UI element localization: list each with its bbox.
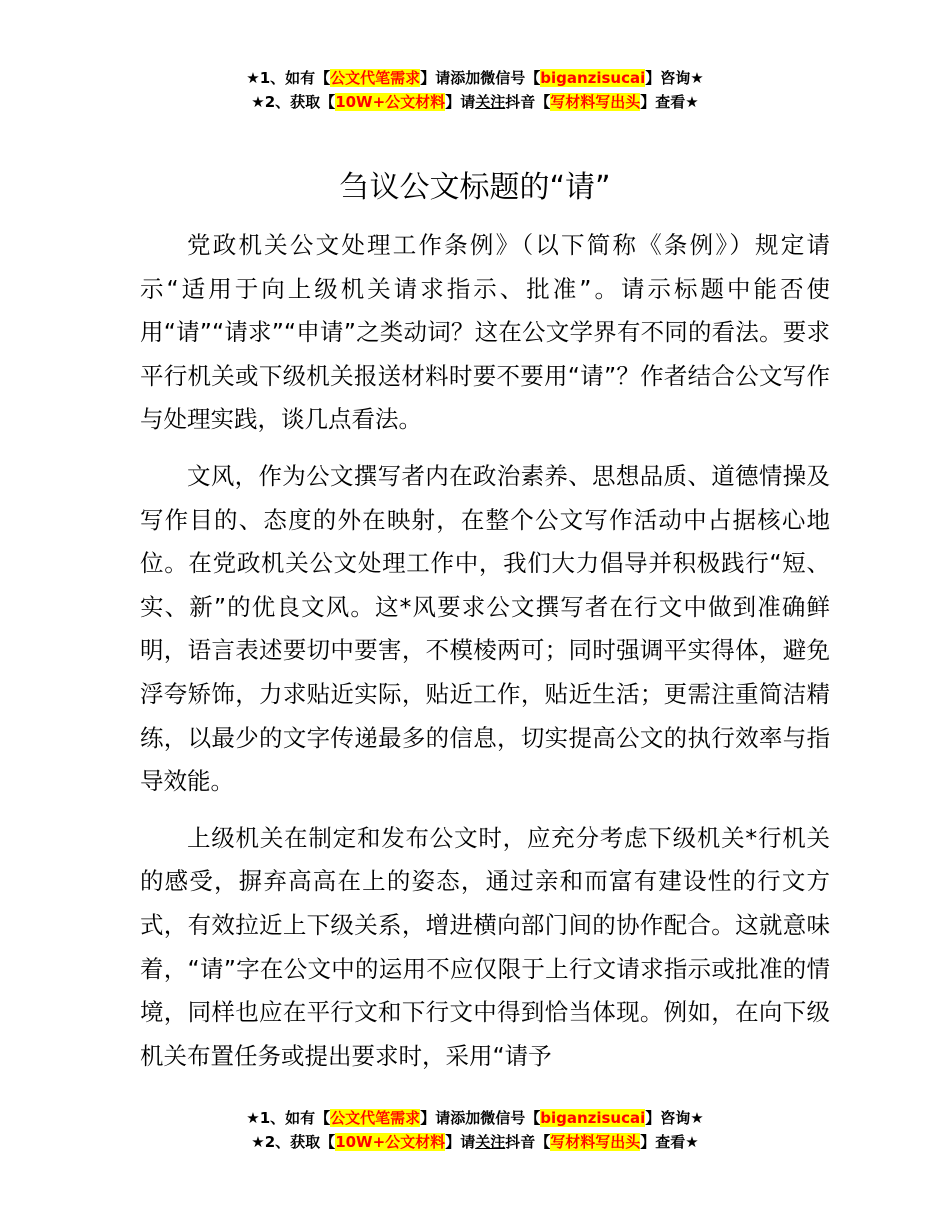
footer-line-2-highlight-douyin: 写材料写出头	[550, 1133, 641, 1151]
paragraph-3: 上级机关在制定和发布公文时，应充分考虑下级机关*行机关的感受，摒弃高高在上的姿态，通过亲和而富有建设性的行文方式，有效拉近上下级关系，增进横向部门间的协作配合。这就意味着，“请”字在公文中的运用不应仅限于上行文请求指示或批准的情境，同样也应在平行文和下行文中得到恰当体现。例如，在向下级机关布置任务或提出要求时，采用“请予	[140, 823, 830, 1070]
header-line-2-prefix: ★2、获取【	[251, 93, 336, 111]
header-line-1-suffix: 】咨询★	[645, 69, 704, 87]
footer-line-1-highlight-wechat: biganzisucai	[540, 1109, 646, 1127]
footer-line-1-highlight-service: 公文代笔需求	[330, 1109, 421, 1127]
header-line-1-highlight-wechat: biganzisucai	[540, 69, 646, 87]
footer-line-2-middle-b: 抖音【	[505, 1133, 551, 1151]
footer-line-2-highlight-materials: 10W+公文材料	[335, 1133, 446, 1151]
header-line-2-suffix: 】查看★	[640, 93, 699, 111]
footer-line-2-prefix: ★2、获取【	[251, 1133, 336, 1151]
footer-line-1-prefix: ★1、如有【	[246, 1109, 331, 1127]
header-line-1-prefix: ★1、如有【	[246, 69, 331, 87]
document-title: 刍议公文标题的“请”	[339, 170, 611, 205]
header-line-1-highlight-service: 公文代笔需求	[330, 69, 421, 87]
header-line-2-middle-a: 】请	[445, 93, 476, 111]
header-line-2-underlined: 关注	[475, 93, 506, 111]
footer-line-1	[0, 1106, 950, 1130]
footer-line-2-suffix: 】查看★	[640, 1133, 699, 1151]
header-line-2-middle-b: 抖音【	[505, 93, 551, 111]
header-line-1	[0, 66, 950, 90]
paragraph-2: 文风，作为公文撰写者内在政治素养、思想品质、道德情操及写作目的、态度的外在映射，在整个公文写作活动中占据核心地位。在党政机关公文处理工作中，我们大力倡导并积极践行“短、实、新”的优良文风。这*风要求公文撰写者在行文中做到准确鲜明，语言表述要切中要害，不模棱两可；同时强调平实得体，避免浮夸矫饰，力求贴近实际，贴近工作，贴近生活；更需注重简洁精练，以最少的文字传递最多的信息，切实提高公文的执行效率与指导效能。	[140, 461, 830, 796]
header-line-2-highlight-douyin: 写材料写出头	[550, 93, 641, 111]
header-banner	[0, 66, 950, 114]
paragraph-1: 党政机关公文处理工作条例》（以下简称《条例》）规定请示“适用于向上级机关请求指示、批准”。请示标题中能否使用“请”“请求”“申请”之类动词？这在公文学界有不同的看法。要求平行机关或下级机关报送材料时要不要用“请”？作者结合公文写作与处理实践，谈几点看法。	[140, 231, 830, 434]
document-body	[140, 224, 830, 1078]
footer-line-2-underlined: 关注	[475, 1133, 506, 1151]
footer-line-1-middle: 】请添加微信号【	[420, 1109, 541, 1127]
footer-banner	[0, 1106, 950, 1154]
footer-line-2	[0, 1130, 950, 1154]
footer-line-2-middle-a: 】请	[445, 1133, 476, 1151]
header-line-2	[0, 90, 950, 114]
header-line-1-middle: 】请添加微信号【	[420, 69, 541, 87]
footer-line-1-suffix: 】咨询★	[645, 1109, 704, 1127]
header-line-2-highlight-materials: 10W+公文材料	[335, 93, 446, 111]
